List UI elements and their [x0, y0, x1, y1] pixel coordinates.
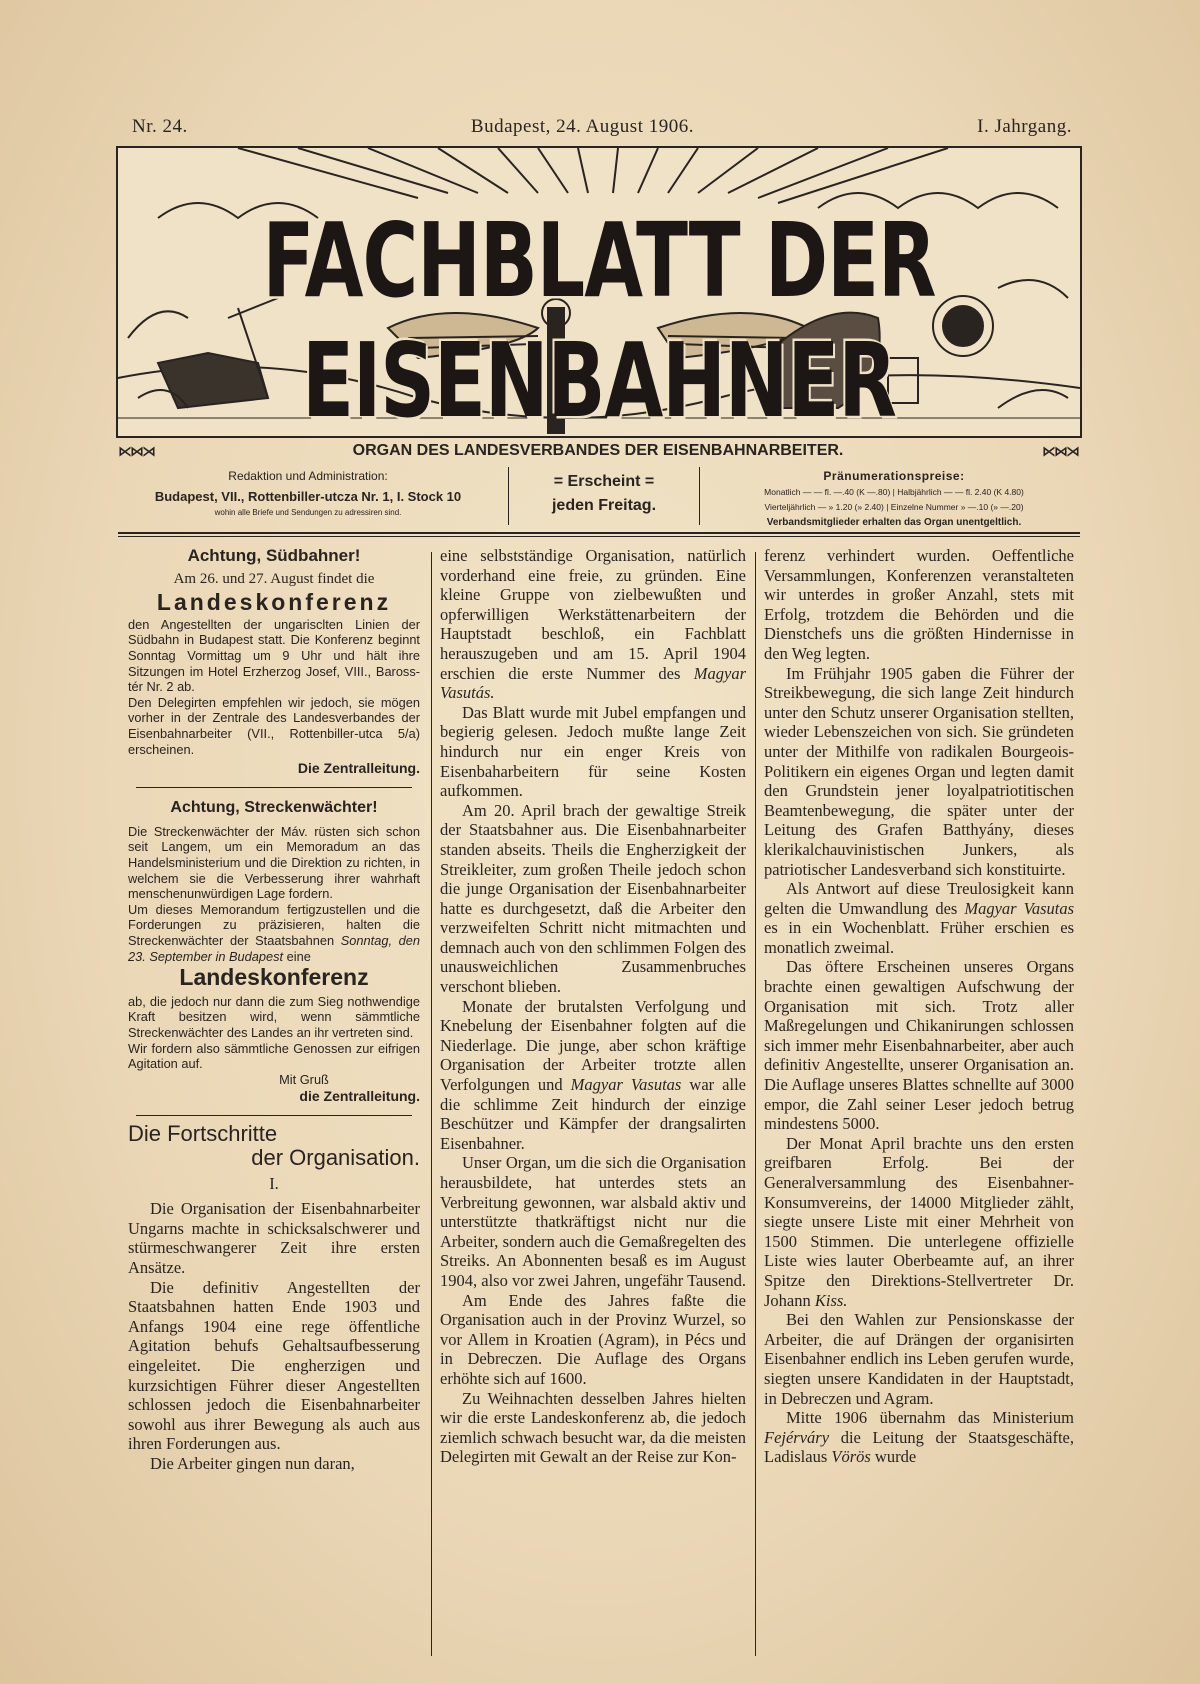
notice-suedbahner-title: Achtung, Südbahner! [187, 546, 361, 565]
article-paragraph [440, 997, 746, 1154]
notice-paragraph: den Angestellten der ungarisclten Linien der Südbahn in Budapest statt. Die Konferenz beginnt Sonntag Vormittag um 9 Uhr und hält ihre Sitzungen im Hotel Erzherzog Josef, VIII., Baross-tér Nr. 2 ab. [128, 616, 420, 695]
notice-suedbahner-sign: Die Zentralleitung. [297, 760, 420, 777]
article-paragraph: Im Frühjahr 1905 gaben die Führer der Streikbewegung, die sich lange Zeit hindurch unter den Schutz unserer Organisation stellten, wieder Lebenszeichen von sich. Sie gründeten unter der Mithilfe von radikalen Bourgeois-Politikern ein eigenes Organ und legten damit den Grundstein jener loyalpatriotitischen Beamtenbewegung, die später unter der Leitung des Grafen Batthyány, dieses klerikalchauvinistischen Junkers, als patriotischer Landesverband sich konstituirte. [764, 663, 1074, 879]
separator [136, 1115, 412, 1117]
editorial-address [118, 467, 498, 517]
masthead-title: FACHBLATT DER EISENBAHNER [262, 200, 936, 438]
notice-paragraph: ab, die jedoch nur dann die zum Sieg nothwendige Kraft besitzen wird, wenn sämmtliche Streckenwächter des Landes an ihr vertreten sind. [128, 993, 420, 1040]
text-run: eine [283, 948, 311, 964]
organ-line [118, 440, 1078, 462]
members-note: Verbandsmitglieder erhalten das Organ unentgeltlich. [766, 517, 1022, 528]
notice-paragraph: Den Delegirten empfehlen wir jedoch, sie mögen vorher in der Zentrale des Landesverbandes der Eisenbahnarbeiter (VII., Rottenbiller-utca 5/a) erscheinen. [128, 694, 420, 757]
redaktion-label: Redaktion und Administration: [228, 469, 388, 483]
notice-streckenwaechter-heading: Landeskonferenz [179, 964, 369, 991]
info-bar [118, 467, 1080, 529]
text-run: Um dieses Memorandum fertigzustellen und die Forderungen zu präzisieren, halten die Streckenwächter der Staatsbahnen [128, 901, 420, 948]
prices-title: Pränumerationspreise: [823, 469, 965, 483]
article-paragraph: Das Blatt wurde mit Jubel empfangen und begierig gelesen. Jedoch mußte lange Zeit hindurch nur ein enger Kreis von Eisenbaharbeitern für seine Kosten aufkommen. [440, 702, 746, 801]
publication-frequency [508, 467, 700, 525]
text-run: die Leitung der Staatsgeschäfte, Ladislaus [764, 1427, 1074, 1467]
article-paragraph: Am Ende des Jahres faßte die Organisation auch in der Provinz Wurzel, so vor Allem in Kroatien (Agram), in Pécs und in Debreczen. Die Auflage des Organs erhöhte sich auf 1600. [440, 1290, 746, 1388]
article-section-number: I. [269, 1173, 279, 1193]
notice-streckenwaechter-body-2 [128, 994, 420, 1088]
text-run: Mitte 1906 übernahm das Ministerium [786, 1408, 1074, 1428]
text-run: Als Antwort auf diese Treulosigkeit kann gelten die Umwandlung des [764, 879, 1074, 918]
article-paragraph: Das öftere Erscheinen unseres Organs brachte einen gewaltigen Aufschwung der Organisation mit sich. Trotz aller Maßregelungen und Chikanirungen schlossen sich immer mehr Eisenbahnarbeiter, aber auch definitiv Angestellte, unserer Organisation an. Die Auflage unseres Blattes schnellte auf 3000 empor, die Zahl seiner Leser jedoch betrug mindestens 5000. [764, 957, 1074, 1134]
article-paragraph [764, 1134, 1074, 1310]
notice-greeting: Mit Gruß [279, 1071, 329, 1087]
text-run-italic: Sonntag, den 23. September in Budapest [128, 932, 421, 964]
text-run-italic: Kiss. [814, 1290, 848, 1310]
notice-paragraph [128, 902, 420, 964]
text-run: Der Monat April brachte uns den ersten greifbaren Erfolg. Bei der Generalversammlung des Eisenbahner-Konsumvereins, der 14000 Mitglieder zählt, siegte unsere Liste mit einer Mehrheit von 1500 Stimmen. Die unterlegene offizielle Liste wies lauter Oberbeamte auf, an ihrer Spitze den Direktions-Stellvertreter Dr. Johann [764, 1133, 1074, 1310]
price-line-2: Vierteljährlich — » 1.20 (» 2.40) | Einzelne Nummer » —.10 (» —.20) [764, 502, 1024, 512]
organ-subtitle: ORGAN DES LANDESVERBANDES DER EISENBAHNARBEITER. [352, 442, 844, 459]
article-title-line-2: der Organisation. [251, 1145, 420, 1170]
column-1 [128, 546, 420, 1474]
article-paragraph: Die Arbeiter gingen nun daran, [150, 1453, 355, 1473]
price-line-1: Monatlich — — fl. —.40 (K —.80) | Halbjährlich — — fl. 2.40 (K 4.80) [764, 487, 1024, 497]
subscription-prices [708, 467, 1080, 528]
issue-number: Nr. 24. [132, 116, 188, 137]
article-paragraph: Am 20. April brach der gewaltige Streik der Staatsbahner aus. Die Eisenbahnarbeiter standen abseits. Theils die Engherzigkeit der Streikleiter, zum großen Theile jedoch schon die junge Organisation der Eisenbahnarbeiter hatte es durchgesetzt, daß die Arbeiter den verzweifelten Schritt nicht mitmachten und demnach auch von den schlimmen Folgen des unausweichlichen Zusammenbruches verschont blieben. [440, 800, 746, 997]
text-run: war alle die schlimme Zeit hindurch der einzige Beschützer und Kämpfer der drangsalirten Eisenbahner. [440, 1075, 746, 1153]
article-paragraph [764, 1408, 1074, 1467]
text-run: eine selbstständige Organisation, natürlich vorderhand eine freie, zu gründen. Eine kleine Gruppe von zielbewußten und opferwilligen Werkstättenarbeitern der Hauptstadt beschloß, ein Fachblatt herauszugeben und am 15. April 1904 erschien die erste Nummer des [440, 546, 746, 683]
ornament-right-icon: ⋉⋈⋊ [1042, 442, 1078, 459]
article-paragraph: Bei den Wahlen zur Pensionskasse der Arbeiter, die auf Drängen der organisirten Eisenbahner endlich ins Leben gerufen wurde, siegten unsere Kandidaten in der Hauptstadt, in Debreczen und Agram. [764, 1310, 1074, 1408]
article-title-line-1: Die Fortschritte [128, 1121, 278, 1147]
freitag-label: jeden Freitag. [551, 497, 657, 514]
column-2 [440, 546, 746, 1467]
text-run: wurde [870, 1447, 917, 1467]
article-paragraph: Unser Organ, um die sich die Organisation herausbildete, hat unterdes stets an Verbreitung gewonnen, war alsbald aktiv und unterstützte thatkräftigst nicht nur die Arbeiter, sondern auch die Gemaßregelten des Streiks. An Abonnenten besaß es im August 1904, also vor zwei Jahren, ungefähr Tausend. [440, 1153, 746, 1290]
notice-streckenwaechter-sign: die Zentralleitung. [299, 1088, 420, 1105]
notice-suedbahner-body [128, 617, 420, 757]
erscheint-label: = Erscheint = [553, 473, 655, 490]
column-3 [764, 546, 1074, 1467]
text-run: es in ein Wochenblatt. Früher erschien es monatlich zweimal. [764, 918, 1074, 957]
notice-suedbahner-lead: Am 26. und 27. August findet die [173, 570, 375, 587]
text-run-italic: Vörös [831, 1447, 871, 1467]
article-paragraph [440, 546, 746, 703]
separator [136, 787, 412, 789]
address: Budapest, VII., Rottenbiller-utcza Nr. 1, I. Stock 10 [154, 489, 462, 504]
text-run-italic: Magyar Vasutas [570, 1075, 682, 1095]
text-run-italic: Magyar Vasutás. [440, 663, 746, 703]
text-run-italic: Fejérváry [764, 1427, 830, 1447]
notice-suedbahner-heading: Landeskonferenz [156, 589, 392, 616]
column-divider-1 [431, 552, 432, 1656]
ornament-left-icon: ⋉⋈⋊ [118, 442, 154, 459]
notice-streckenwaechter-title: Achtung, Streckenwächter! [170, 799, 378, 817]
column-divider-2 [755, 552, 756, 1656]
article-paragraph [764, 879, 1074, 957]
notice-streckenwaechter-body [128, 824, 420, 964]
notice-paragraph: Die Streckenwächter der Máv. rüsten sich schon seit Langem, um ein Memoradum an das Handelsministerium und die Direktion zu richten, in welchem sie die Verbesserung ihrer wahrhaft menschenunwürdigen Lage fordern. [128, 823, 420, 902]
text-run: Monate der brutalsten Verfolgung und Knebelung der Eisenbahner folgten auf die Niederlage. Die junge, aber schon kräftige Organisation der Arbeiter trotzte allen Verfolgungen und [440, 996, 746, 1095]
article-paragraph: Die definitiv Angestellten der Staatsbahnen hatten Ende 1903 und Anfangs 1904 eine rege öffentliche Agitation behufs Gehaltsaufbesserung eingeleitet. Die engherzigen und kurzsichtigen Führer dieser Angestellten schlossen jedoch die Eisenbahnarbeiter sowohl aus ihrer Bewegung als auch aus ihren Forderungen aus. [128, 1277, 420, 1454]
issue-volume: I. Jahrgang. [977, 116, 1072, 137]
article-paragraph: ferenz verhindert wurden. Oeffentliche Versammlungen, Konferenzen veranstalteten wir unterdes in großer Anzahl, stets mit Erfolg, trotzdem die Behörden und die Dienstchefs uns die größten Hindernisse in den Weg legten. [764, 546, 1074, 663]
header-rule-thin [118, 536, 1080, 537]
notice-paragraph: Wir fordern also sämmtliche Genossen zur eifrigen Agitation auf. [128, 1040, 420, 1072]
header-rule [118, 532, 1080, 534]
article-paragraph: Die Organisation der Eisenbahnarbeiter Ungarns machte in schicksalschwerer und stürmeschwangerer Zeit ihre ersten Ansätze. [128, 1199, 420, 1277]
article-paragraph: Zu Weihnachten desselben Jahres hielten wir die erste Landeskonferenz ab, die jedoch ziemlich schwach besucht war, da die meisten Delegirten mit Gewalt an der Reise zur Kon- [440, 1388, 746, 1467]
text-run-italic: Magyar Vasutas [964, 898, 1075, 918]
issue-header [132, 112, 1072, 142]
masthead-illustration [116, 146, 1082, 438]
issue-date: Budapest, 24. August 1906. [470, 116, 694, 137]
address-note: wohin alle Briefe und Sendungen zu adressiren sind. [214, 508, 402, 517]
